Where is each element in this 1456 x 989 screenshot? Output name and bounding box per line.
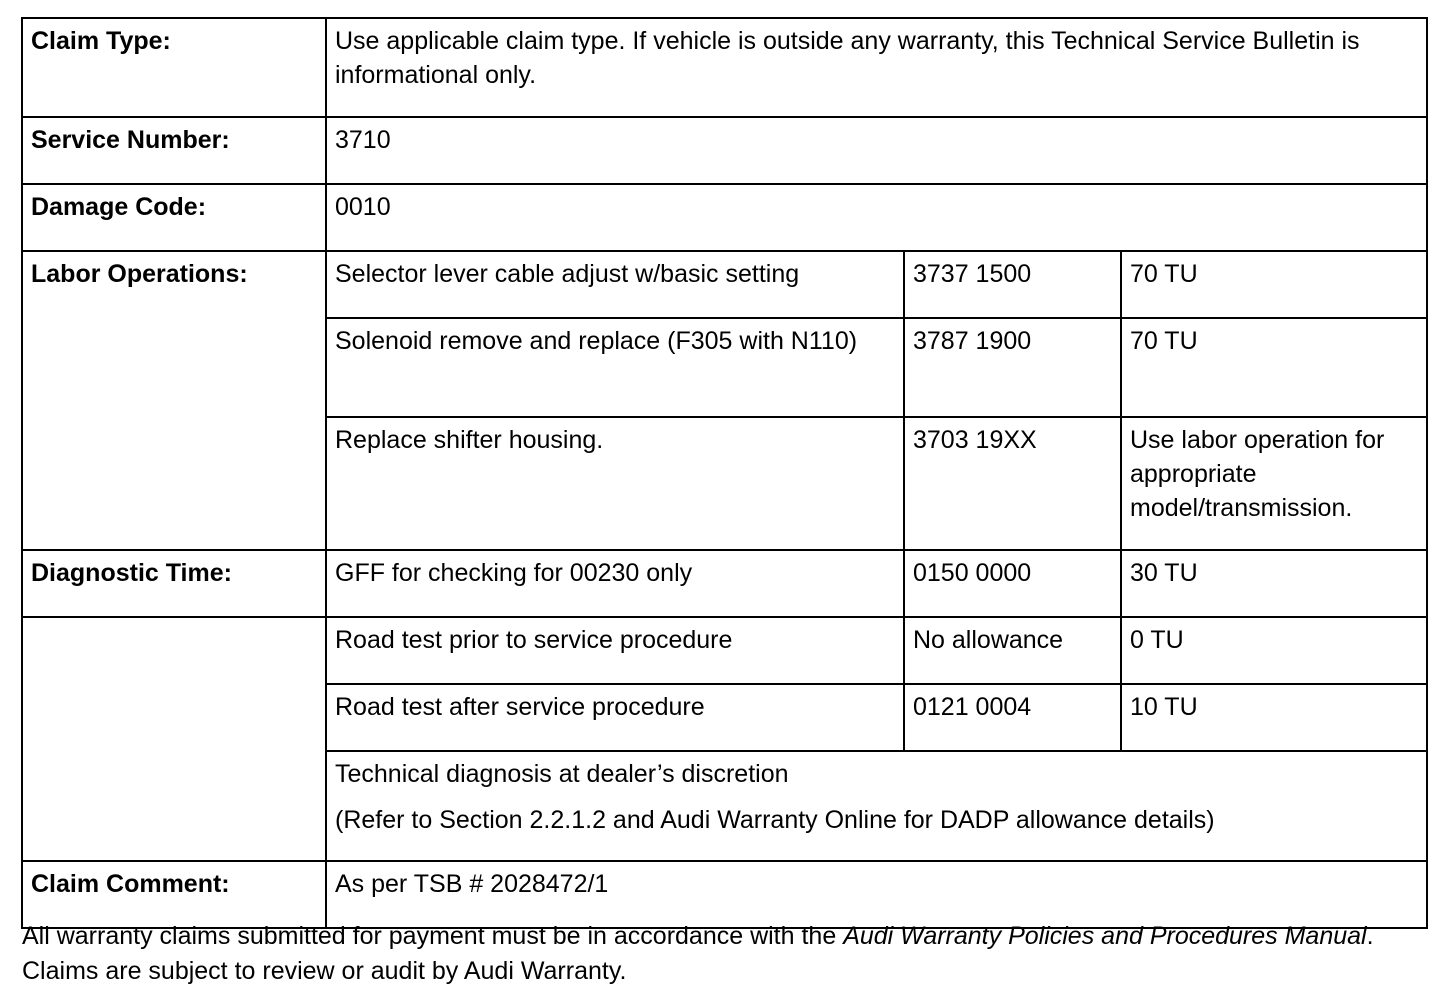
diagnostic-description: GFF for checking for 00230 only: [326, 550, 904, 617]
labor-operation-time: Use labor operation for appropriate model/transmission.: [1121, 417, 1427, 550]
diagnostic-time-row: [22, 617, 1427, 684]
labor-operation-description: Replace shifter housing.: [326, 417, 904, 550]
claim-comment-value: As per TSB # 2028472/1: [326, 861, 1427, 928]
claim-type-label: Claim Type:: [22, 18, 326, 117]
footer-manual-title: Audi Warranty Policies and Procedures Manual: [843, 922, 1367, 950]
labor-operation-code: 3703 19XX: [904, 417, 1121, 550]
diagnostic-description: Road test after service procedure: [326, 684, 904, 751]
labor-operation-row: [22, 251, 1427, 318]
service-number-value: 3710: [326, 117, 1427, 184]
footer-text-before: All warranty claims submitted for payment must be in accordance with the: [22, 922, 844, 950]
labor-operations-label: Labor Operations:: [22, 251, 326, 550]
service-number-row: [22, 117, 1427, 184]
diagnostic-code: No allowance: [904, 617, 1121, 684]
warranty-footer-note: [22, 919, 1432, 989]
diagnostic-description: Road test prior to service procedure: [326, 617, 904, 684]
claim-type-value: Use applicable claim type. If vehicle is outside any warranty, this Technical Service Bulletin is informational only.: [326, 18, 1427, 117]
warranty-claim-table: [21, 17, 1428, 929]
diagnostic-code: 0150 0000: [904, 550, 1121, 617]
diagnostic-time-value: 30 TU: [1121, 550, 1427, 617]
diagnostic-code: 0121 0004: [904, 684, 1121, 751]
damage-code-row: [22, 184, 1427, 251]
labor-operation-code: 3787 1900: [904, 318, 1121, 417]
diagnostic-time-row: [22, 550, 1427, 617]
claim-type-row: [22, 18, 1427, 117]
labor-operation-time: 70 TU: [1121, 318, 1427, 417]
diagnostic-time-label: Diagnostic Time:: [22, 550, 326, 617]
diagnostic-discretion-cell: [326, 751, 1427, 861]
diagnostic-empty-label-cell: [22, 617, 326, 861]
footer-text-after: . Claims are subject to review or audit by Audi Warranty.: [22, 922, 1374, 985]
service-number-label: Service Number:: [22, 117, 326, 184]
labor-operation-description: Solenoid remove and replace (F305 with N110): [326, 318, 904, 417]
labor-operation-code: 3737 1500: [904, 251, 1121, 318]
claim-comment-label: Claim Comment:: [22, 861, 326, 928]
diagnostic-discretion-reference: (Refer to Section 2.2.1.2 and Audi Warranty Online for DADP allowance details): [335, 806, 1215, 834]
claim-comment-row: [22, 861, 1427, 928]
labor-operation-description: Selector lever cable adjust w/basic setting: [326, 251, 904, 318]
damage-code-label: Damage Code:: [22, 184, 326, 251]
damage-code-value: 0010: [326, 184, 1427, 251]
diagnostic-discretion-text: Technical diagnosis at dealer’s discretion: [335, 760, 789, 788]
labor-operation-time: 70 TU: [1121, 251, 1427, 318]
diagnostic-time-value: 10 TU: [1121, 684, 1427, 751]
diagnostic-time-value: 0 TU: [1121, 617, 1427, 684]
